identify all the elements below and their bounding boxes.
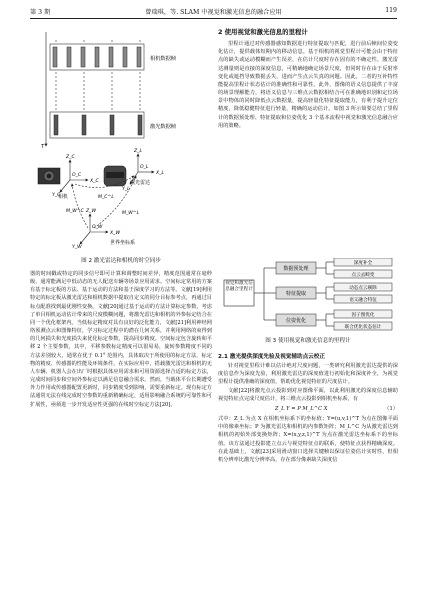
- page-number: 119: [385, 7, 397, 14]
- yc-label: Y_C: [52, 193, 61, 198]
- xl-label: X_L: [156, 171, 165, 176]
- zw-label: Z_W: [86, 209, 96, 214]
- camera-frames-label: 相机数据帧: [150, 56, 176, 62]
- m-wc-label: M_W^C: [66, 209, 84, 214]
- figure-2-caption: 图 2 激光雷达和相机的时空同步: [81, 258, 161, 264]
- equation-1-number: （1）: [384, 405, 398, 412]
- ol-label: O_L: [140, 165, 149, 170]
- subsection-2-1-title: 2.1 激光提供深度先验及视觉辅助点云校正: [218, 354, 325, 360]
- section-2-paragraph-1: 里程计通过对传感器感知数据进行特征提取与匹配，进行前后帧间位姿变化估计，提供载体短期内的移动信息。基于相机的视觉里程计可能会由于特征点的缺失或运动模糊而产生误差，在估计尺度时存在固有的不确定性。激光雷达测量则是直接的深度信息，可精确地确定场景尺度，但同时存在由于反射率变化或遮挡导致数据丢失，进而产生点云失真的问题。因此，二者的互补特性能提高里程计状态估计的准确性和可靠性。此外，图像的语义信息提供了丰富的场景理解能力，将语义信息与三维点云数据相结合可在准确地识别和定位场景中物体的同时降低点云数据量，提高轻量化特征提取能力，有利于提升定位精度、降低稳健特征进行轻量、精确的运动估计。如图 3 所示简要总结了里程计的数据预处理、特征提取和位姿优化 3 个基本流程中视觉和激光信息融合应用的策略。: [218, 41, 398, 129]
- fig3-node-pose: 位姿优化: [285, 318, 307, 324]
- fig3-leaf-joint: 联合优化状态估计: [344, 325, 382, 330]
- oc-label: O_C: [72, 173, 82, 178]
- subsection-paragraph-3: 文献[22]将激光点云投影到对应图像平面，以此利用激光的深度信息辅助视觉特征点完成尺度估计，将三维点云投影到相机坐标系，有: [218, 387, 398, 402]
- figure-2: [30, 22, 212, 252]
- figure-3-caption: 图 3 使用视觉和激光信息的里程计: [265, 338, 351, 344]
- right-column-bottom: [218, 350, 398, 464]
- left-column-text: [30, 270, 212, 409]
- fig3-node-preprocess: 数据预处理: [283, 266, 309, 272]
- yl-label: Y_L: [122, 187, 130, 192]
- fig3-leaf-factor: 因子图优化: [351, 313, 375, 318]
- zl-label: Z_L: [134, 149, 143, 154]
- fig3-leaf-deskew: 点云去畸变: [351, 273, 375, 278]
- subsection-paragraph-2: 针对视觉里程计难以估计绝对尺度问题，一类研究利用激光雷达提供的深度信息作为深度先验，利用激光雷达的深度值进行初始化和深度补全，为视觉里程计提供准确的深度值，帮助优化视觉特征的尺度估计。: [218, 363, 398, 386]
- subsection-paragraph-4: 式中：Z_L 为点 X 在相机坐标系下的坐标值；Y=(u,v,1)^T 为点在图像平面中的像素坐标；P 为激光雷达和相机的内参数矩阵；M_L^C 为从激光雷达到相机的初始外部变换矩阵；X=(x,y,z,1)^T 为点在激光雷达坐标系下的坐标值。该方法通过投影建立点云与视觉特征点的联系，使特征点获得精确深度。在此基础上，文献[23]采用滑动窗口选择关键帧以保证位姿估计实时性，但相机分辨率比激光分辨率高，存在部分像素缺失深度信: [218, 416, 398, 463]
- yw-label: Y_W: [72, 245, 82, 250]
- time-axis-label: T: [41, 144, 45, 150]
- m-wl-label: M_W^L: [122, 211, 140, 216]
- xc-label: X_C: [90, 179, 99, 184]
- figure-3: [220, 258, 398, 332]
- equation-1: [218, 405, 398, 413]
- fig3-leaf-semantic: 语义融合特征: [349, 298, 377, 303]
- fig3-node-feature: 特征提取: [285, 291, 307, 297]
- fig3-root: 视觉和激光信息融合里程计: [225, 281, 253, 292]
- page-header: [30, 6, 397, 19]
- xw-label: X_W: [110, 231, 120, 236]
- equation-1-body: Z_L Y = P M_L^C X: [274, 405, 328, 412]
- world-frame-label: 世界坐标系: [110, 240, 136, 246]
- ow-label: O_W: [92, 225, 103, 230]
- section-2-title: 2 使用视觉和激光信息的里程计: [218, 28, 308, 36]
- zc-label: Z_C: [66, 155, 75, 160]
- camera-device: [38, 168, 60, 184]
- fig3-leaf-depth: 深度补全: [353, 261, 373, 266]
- m-cl-label: M_C^L: [98, 195, 114, 200]
- camera-label: 相机: [58, 194, 69, 200]
- left-paragraph: 器的时间戳或特定的同步信号即可计算和调整时间差异，精度范围通常在毫秒级，通常能满足中低动态的无人配送车辆等场景应用需求。空间标定常用的方案有基于标定板的方法、基于运动的方法和基于深度学习的方法等。文献[19]利用特定的标定板从激光雷达和相机数据中提取自定义的同分目标参考点，再通过目标点配准找到最优刚性变换。文献[20]通过基于运动的方法计算标定参数，考虑了单目相机运动估计带来的尺度模糊问题，将激光雷达和相机的外参标定结合在同一个优化框架内。当低标定精度对具有良好的泛化能力，文献[21]利用神经网络预测点云和图像特征，学习标定过程中的潜在几何关系，并利用网络的束得到的几何损失和光度损失来优化标定参数，提高同步精度。空间标定包含旋转和平移 2 个主要参数，其中，平移参数标定精度可以很易易，旋转参数精度不同的方法差别较大，通常在优于 0.1° 范围内，具体取决于所使用的标定方法、标定物的精度、传感器的性能及环境条件。在实际应用中，搭载激光雷达和相机的无人车辆、机器人会在出厂时根据具体应用需求和可用资源选择合适的标定方法，完成时间同步和空间外参标定以满足信息融合需求。然而，当载体平台长期遭受外力作用或传感器配置更新时，同步精度受到影响，需要重新标定。现有标定方法通常无法在线完成时空参数的重新精确标定，适用影响融合系统的可靠性和可扩展性，亟须进一步开发适应性更强的在线时空标定方法[20]。: [30, 271, 212, 408]
- lidar-device: [104, 166, 126, 186]
- fig3-leaf-dynamic: 动态点云剔除: [349, 286, 377, 291]
- issue-number: 第 3 期: [30, 9, 51, 16]
- lidar-frames-label: 激光数据帧: [150, 124, 176, 130]
- running-title: 曾瑞琪，等. SLAM 中视觉和激光信息的融合应用: [145, 9, 282, 16]
- lidar-label: 激光雷达: [130, 180, 151, 186]
- right-column-top: [218, 28, 398, 130]
